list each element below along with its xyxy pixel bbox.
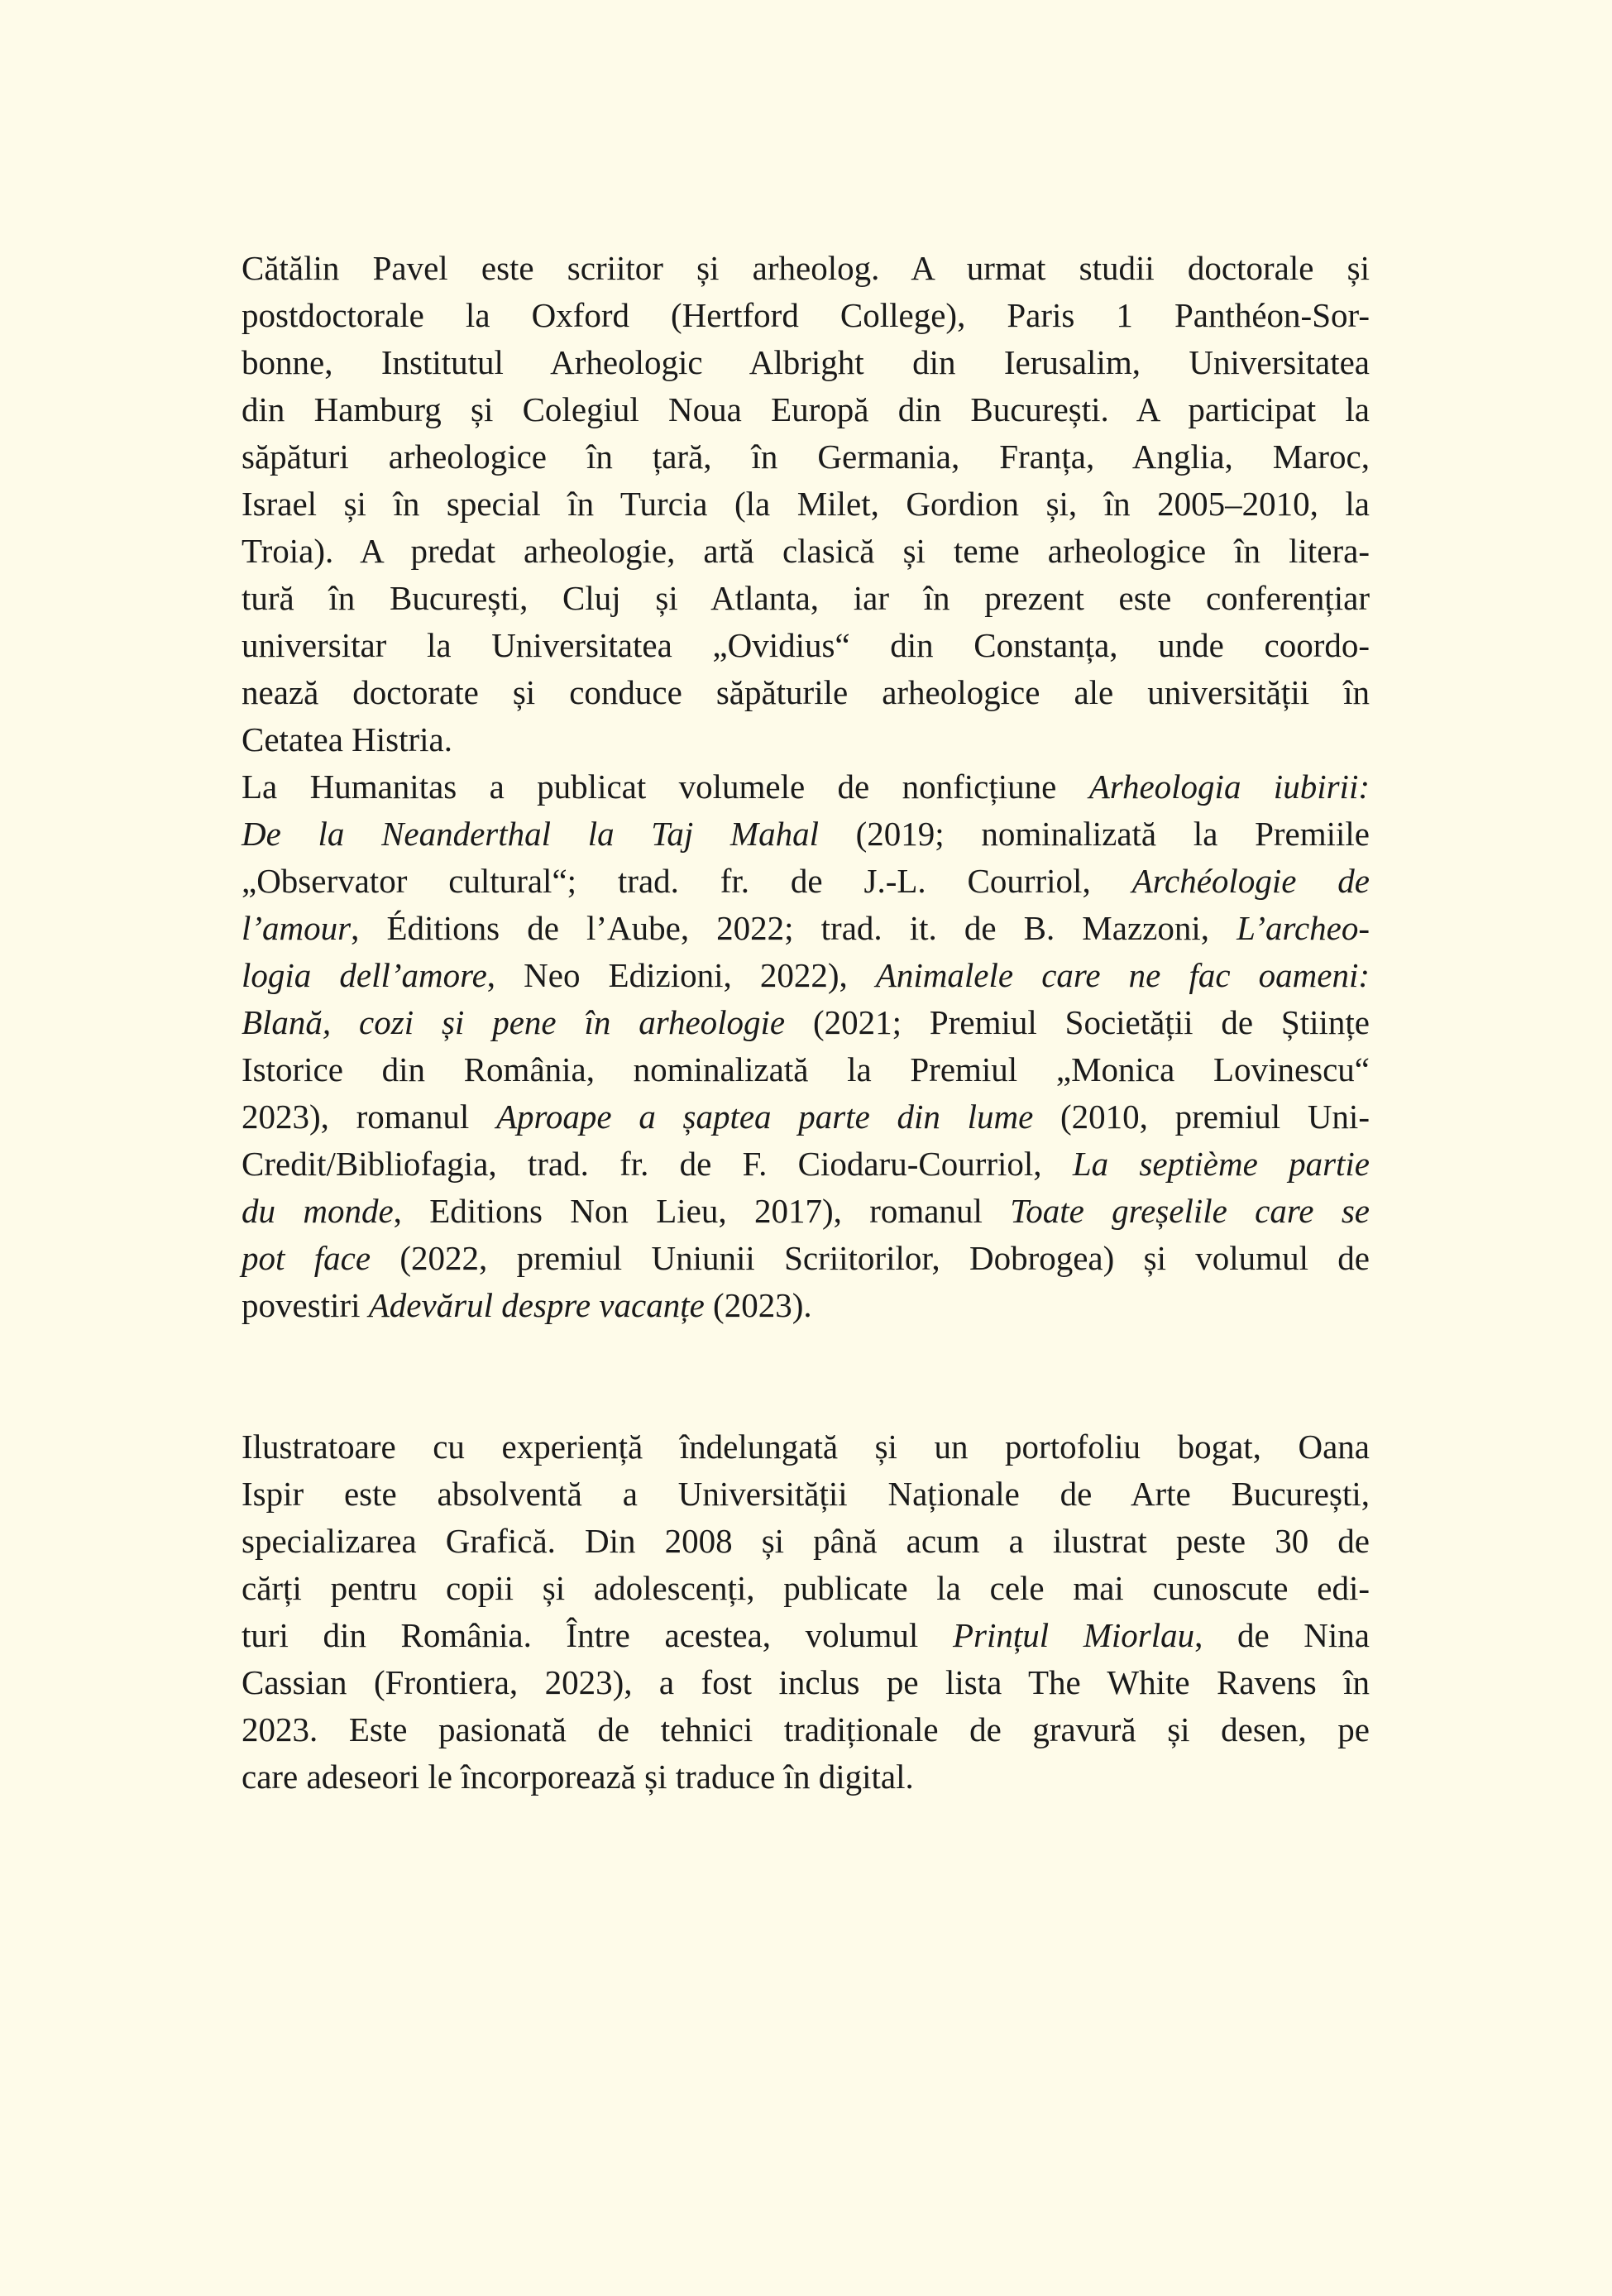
italic-title: Toate greșelile care se bbox=[1010, 1192, 1370, 1230]
text-segment: (2019; nominalizată la Premiile bbox=[818, 815, 1370, 853]
text-segment: La Humanitas a publicat volumele de nonficțiune bbox=[242, 768, 1089, 806]
text-line bbox=[242, 245, 1370, 292]
text-line bbox=[242, 339, 1370, 386]
text-line bbox=[242, 292, 1370, 339]
text-segment: Cassian (Frontiera, 2023), a fost inclus pe lista The White Ravens în bbox=[242, 1663, 1370, 1701]
italic-title: l’amour bbox=[242, 909, 352, 947]
text-line bbox=[242, 669, 1370, 716]
text-segment: Ilustratoare cu experiență îndelungată și un portofoliu bogat, Oana bbox=[242, 1428, 1370, 1466]
author-bio-catalin-pavel bbox=[242, 245, 1370, 763]
text-segment: 2023. Este pasionată de tehnici tradiționale de gravură și desen, pe bbox=[242, 1710, 1370, 1748]
text-line bbox=[242, 716, 1370, 763]
text-line bbox=[242, 952, 1370, 999]
text-segment: , de Nina bbox=[1194, 1616, 1370, 1654]
text-line bbox=[242, 1423, 1370, 1471]
italic-title: du monde bbox=[242, 1192, 394, 1230]
italic-title: Animalele care ne fac oameni: bbox=[875, 956, 1370, 994]
italic-title: logia dell’amore bbox=[242, 956, 487, 994]
text-line bbox=[242, 433, 1370, 481]
text-segment: Istorice din România, nominalizată la Premiul „Monica Lovinescu“ bbox=[242, 1050, 1370, 1088]
text-line bbox=[242, 1046, 1370, 1093]
text-segment: Ispir este absolventă a Universității Naționale de Arte București, bbox=[242, 1475, 1370, 1513]
text-line bbox=[242, 1282, 1370, 1329]
text-line bbox=[242, 1141, 1370, 1188]
text-segment: universitar la Universitatea „Ovidius“ din Constanța, unde coordo- bbox=[242, 626, 1370, 664]
italic-title: La septième partie bbox=[1072, 1145, 1370, 1183]
text-segment: din Hamburg și Colegiul Noua Europă din București. A participat la bbox=[242, 390, 1370, 428]
text-segment: (2023). bbox=[704, 1286, 812, 1324]
text-line bbox=[242, 1659, 1370, 1706]
italic-title: L’archeo- bbox=[1237, 909, 1370, 947]
text-line bbox=[242, 481, 1370, 528]
text-segment: 2023), romanul bbox=[242, 1098, 496, 1136]
text-line bbox=[242, 1753, 1370, 1801]
italic-title: Aproape a șaptea parte din lume bbox=[495, 1098, 1034, 1136]
text-segment: Credit/Bibliofagia, trad. fr. de F. Ciodaru-Courriol, bbox=[242, 1145, 1073, 1183]
text-segment: , Editions Non Lieu, 2017), romanul bbox=[393, 1192, 1011, 1230]
italic-title: Prințul Miorlau bbox=[952, 1616, 1195, 1654]
text-segment: Israel și în special în Turcia (la Milet, Gordion și, în 2005–2010, la bbox=[242, 485, 1370, 523]
italic-title: Archéologie de bbox=[1131, 862, 1370, 900]
text-segment: nează doctorate și conduce săpăturile arheologice ale universității în bbox=[242, 673, 1370, 711]
italic-title: De la Neanderthal la Taj Mahal bbox=[242, 815, 819, 853]
text-line bbox=[242, 1235, 1370, 1282]
text-segment: , Neo Edizioni, 2022), bbox=[486, 956, 876, 994]
text-line bbox=[242, 999, 1370, 1046]
illustrator-bio-oana-ispir bbox=[242, 1423, 1370, 1801]
text-line bbox=[242, 1565, 1370, 1612]
text-segment: Cetatea Histria. bbox=[242, 720, 453, 758]
text-line bbox=[242, 1093, 1370, 1141]
text-segment: povestiri bbox=[242, 1286, 369, 1324]
text-segment: (2010, premiul Uni- bbox=[1033, 1098, 1370, 1136]
text-line bbox=[242, 528, 1370, 575]
text-line bbox=[242, 763, 1370, 811]
text-line bbox=[242, 1471, 1370, 1518]
text-segment: (2022, premiul Uniunii Scriitorilor, Dobrogea) și volumul de bbox=[371, 1239, 1370, 1277]
text-segment: , Éditions de l’Aube, 2022; trad. it. de B. Mazzoni, bbox=[351, 909, 1237, 947]
text-line bbox=[242, 1518, 1370, 1565]
text-line bbox=[242, 1706, 1370, 1753]
text-line bbox=[242, 1612, 1370, 1659]
italic-title: pot face bbox=[242, 1239, 371, 1277]
text-segment: specializarea Grafică. Din 2008 și până acum a ilustrat peste 30 de bbox=[242, 1522, 1370, 1560]
text-line bbox=[242, 1188, 1370, 1235]
text-segment: turi din România. Între acestea, volumul bbox=[242, 1616, 953, 1654]
text-segment: cărți pentru copii și adolescenți, publicate la cele mai cunoscute edi- bbox=[242, 1569, 1370, 1607]
text-segment: care adeseori le încorporează și traduce în digital. bbox=[242, 1758, 914, 1796]
text-line bbox=[242, 575, 1370, 622]
italic-title: Arheologia iubirii: bbox=[1088, 768, 1370, 806]
text-segment: tură în București, Cluj și Atlanta, iar în prezent este conferențiar bbox=[242, 579, 1370, 617]
text-line bbox=[242, 905, 1370, 952]
text-segment: bonne, Institutul Arheologic Albright din Ierusalim, Universitatea bbox=[242, 343, 1370, 381]
text-line bbox=[242, 811, 1370, 858]
text-segment: postdoctorale la Oxford (Hertford College), Paris 1 Panthéon-Sor- bbox=[242, 296, 1370, 334]
text-line bbox=[242, 858, 1370, 905]
page-text bbox=[242, 245, 1370, 1801]
italic-title: Adevărul despre vacanțe bbox=[368, 1286, 705, 1324]
text-segment: Troia). A predat arheologie, artă clasică și teme arheologice în litera- bbox=[242, 532, 1370, 570]
text-line bbox=[242, 622, 1370, 669]
text-line bbox=[242, 386, 1370, 433]
text-segment: Cătălin Pavel este scriitor și arheolog. A urmat studii doctorale și bbox=[242, 249, 1370, 287]
text-segment: (2021; Premiul Societății de Științe bbox=[785, 1003, 1370, 1041]
text-segment: „Observator cultural“; trad. fr. de J.-L. Courriol, bbox=[242, 862, 1132, 900]
italic-title: Blană, cozi și pene în arheologie bbox=[242, 1003, 786, 1041]
text-segment: săpături arheologice în țară, în Germania, Franța, Anglia, Maroc, bbox=[242, 438, 1370, 476]
author-publications bbox=[242, 763, 1370, 1329]
